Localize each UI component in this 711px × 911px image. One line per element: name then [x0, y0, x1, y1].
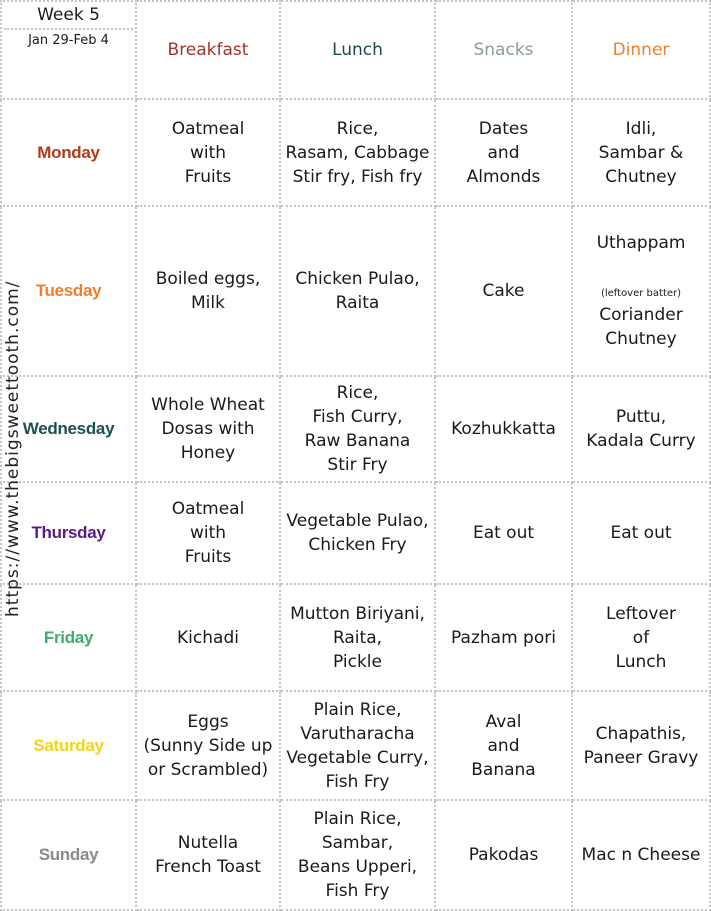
- meal-cell-monday-breakfast: Oatmeal with Fruits: [136, 99, 280, 206]
- column-header-snacks: Snacks: [435, 1, 572, 99]
- website-watermark: https://www.thebigsweettooth.com/: [3, 280, 23, 617]
- meal-cell-wednesday-breakfast: Whole Wheat Dosas with Honey: [136, 376, 280, 482]
- meal-cell-tuesday-dinner: [572, 206, 710, 376]
- table-row-thursday: [1, 482, 710, 584]
- day-label-monday: Monday: [1, 99, 136, 206]
- meal-cell-friday-snacks: Pazham pori: [435, 584, 572, 691]
- week-title: Week 5: [37, 5, 100, 25]
- meal-cell-sunday-breakfast: Nutella French Toast: [136, 800, 280, 910]
- day-label-sunday: Sunday: [1, 800, 136, 910]
- meal-cell-saturday-snacks: Aval and Banana: [435, 691, 572, 800]
- table-row-monday: [1, 99, 710, 206]
- week-range: Jan 29-Feb 4: [28, 33, 109, 48]
- day-label-tuesday: Tuesday: [1, 206, 136, 376]
- table-row-friday: [1, 584, 710, 691]
- table-row-sunday: [1, 800, 710, 910]
- header-row: [1, 1, 710, 99]
- meal-cell-tuesday-lunch: Chicken Pulao, Raita: [280, 206, 435, 376]
- meal-cell-sunday-snacks: Pakodas: [435, 800, 572, 910]
- meal-cell-thursday-snacks: Eat out: [435, 482, 572, 584]
- meal-cell-thursday-dinner: Eat out: [572, 482, 710, 584]
- week-divider: [4, 28, 133, 30]
- meal-cell-sunday-lunch: Plain Rice, Sambar, Beans Upperi, Fish Fry: [280, 800, 435, 910]
- dinner-note: (leftover batter): [600, 288, 682, 299]
- meal-cell-friday-dinner: Leftover of Lunch: [572, 584, 710, 691]
- week-cell: [1, 1, 136, 99]
- dinner-main-text: Uthappam: [596, 233, 686, 253]
- meal-cell-saturday-lunch: Plain Rice, Varutharacha Vegetable Curry, Fish Fry: [280, 691, 435, 800]
- meal-cell-tuesday-breakfast: Boiled eggs, Milk: [136, 206, 280, 376]
- column-header-lunch: Lunch: [280, 1, 435, 99]
- meal-cell-saturday-breakfast: Eggs (Sunny Side up or Scrambled): [136, 691, 280, 800]
- column-header-breakfast: Breakfast: [136, 1, 280, 99]
- day-label-friday: Friday: [1, 584, 136, 691]
- meal-cell-saturday-dinner: Chapathis, Paneer Gravy: [572, 691, 710, 800]
- meal-cell-wednesday-snacks: Kozhukkatta: [435, 376, 572, 482]
- day-label-wednesday: Wednesday: [1, 376, 136, 482]
- table-row-saturday: [1, 691, 710, 800]
- meal-cell-monday-lunch: Rice, Rasam, Cabbage Stir fry, Fish fry: [280, 99, 435, 206]
- day-label-saturday: Saturday: [1, 691, 136, 800]
- meal-cell-thursday-breakfast: Oatmeal with Fruits: [136, 482, 280, 584]
- column-header-dinner: Dinner: [572, 1, 710, 99]
- meal-cell-monday-dinner: Idli, Sambar & Chutney: [572, 99, 710, 206]
- meal-cell-friday-lunch: Mutton Biriyani, Raita, Pickle: [280, 584, 435, 691]
- dinner-side-text: Coriander Chutney: [599, 305, 683, 349]
- day-label-thursday: Thursday: [1, 482, 136, 584]
- table-row-tuesday: [1, 206, 710, 376]
- meal-cell-wednesday-lunch: Rice, Fish Curry, Raw Banana Stir Fry: [280, 376, 435, 482]
- table-row-wednesday: [1, 376, 710, 482]
- meal-cell-friday-breakfast: Kichadi: [136, 584, 280, 691]
- meal-cell-wednesday-dinner: Puttu, Kadala Curry: [572, 376, 710, 482]
- meal-cell-tuesday-snacks: Cake: [435, 206, 572, 376]
- meal-cell-thursday-lunch: Vegetable Pulao, Chicken Fry: [280, 482, 435, 584]
- meal-cell-sunday-dinner: Mac n Cheese: [572, 800, 710, 910]
- meal-cell-monday-snacks: Dates and Almonds: [435, 99, 572, 206]
